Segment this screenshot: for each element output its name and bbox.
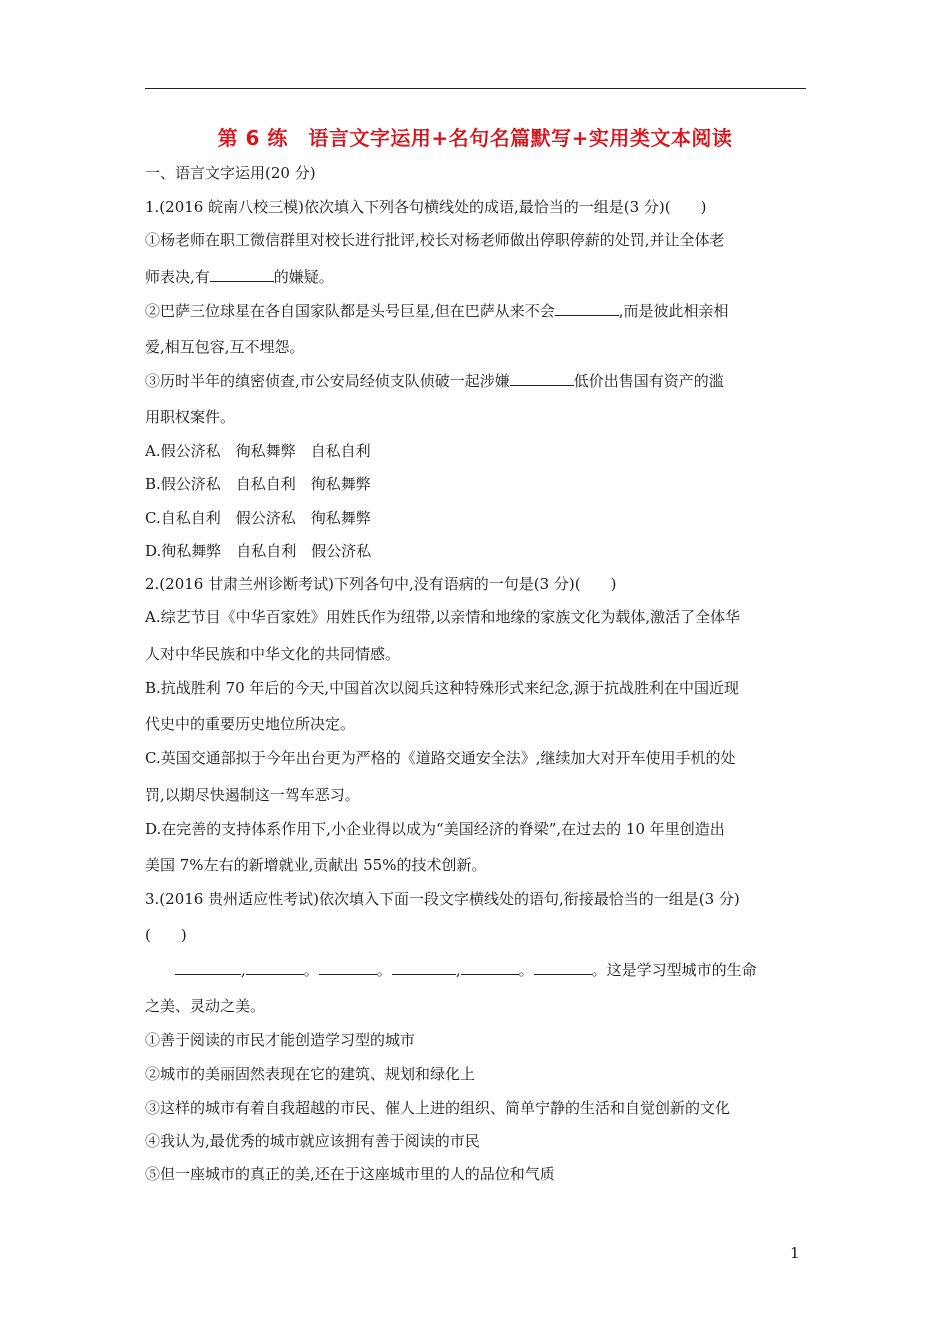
answer-blank [210, 267, 274, 282]
q2-option-c-line2: 罚,以期尽快遏制这一驾车恶习。 [145, 786, 360, 804]
answer-blank [319, 960, 377, 975]
q1-sentence2-line2: 爱,相互包容,互不埋怨。 [145, 338, 305, 356]
q1-sentence3-line1: ③历时半年的缜密侦查,市公安局经侦支队侦破一起涉嫌 低价出售国有资产的滥 [145, 372, 724, 390]
q1-sentence2-line1: ②巴萨三位球星在各自国家队都是头号巨星,但在巴萨从来不会 ,而是彼此相亲相 [145, 302, 729, 320]
q1-option-b: B.假公济私 自私自利 徇私舞弊 [145, 475, 371, 493]
q3-item-4: ④我认为,最优秀的城市就应该拥有善于阅读的市民 [145, 1132, 480, 1150]
q3-blanks-line: , 。 。 , 。 。这是学习型城市的生命 [175, 960, 815, 980]
answer-blank [555, 301, 619, 316]
q1-option-a: A.假公济私 徇私舞弊 自私自利 [145, 442, 371, 460]
q1-sentence3-line2: 用职权案件。 [145, 408, 236, 426]
q1-stem: 1.(2016 皖南八校三模)依次填入下列各句横线处的成语,最恰当的一组是(3 分)( ) [145, 198, 707, 216]
answer-blank [534, 960, 592, 975]
q3-text-line2: 之美、灵动之美。 [145, 997, 266, 1015]
q2-option-b-line2: 代史中的重要历史地位所决定。 [145, 715, 356, 733]
page-number: 1 [790, 1244, 800, 1262]
q2-option-d-line2: 美国 7%左右的新增就业,贡献出 55%的技术创新。 [145, 856, 487, 874]
answer-blank [510, 371, 574, 386]
section-heading: 一、语言文字运用(20 分) [145, 164, 316, 182]
answer-blank [392, 960, 456, 975]
q3-item-5: ⑤但一座城市的真正的美,还在于这座城市里的人的品位和气质 [145, 1165, 555, 1183]
q2-option-d-line1: D.在完善的支持体系作用下,小企业得以成为“美国经济的脊梁”,在过去的 10 年里创造出 [145, 820, 725, 838]
q3-stem-line1: 3.(2016 贵州适应性考试)依次填入下面一段文字横线处的语句,衔接最恰当的一组是(3 分) [145, 890, 740, 908]
q2-option-c-line1: C.英国交通部拟于今年出台更为严格的《道路交通安全法》,继续加大对开车使用手机的处 [145, 749, 736, 767]
q1-option-d: D.徇私舞弊 自私自利 假公济私 [145, 542, 372, 560]
q2-option-b-line1: B.抗战胜利 70 年后的今天,中国首次以阅兵这种特殊形式来纪念,源于抗战胜利在中国近现 [145, 679, 739, 697]
q1-sentence1-line1: ①杨老师在职工微信群里对校长进行批评,校长对杨老师做出停职停薪的处罚,并让全体老 [145, 231, 725, 249]
q3-item-1: ①善于阅读的市民才能创造学习型的城市 [145, 1031, 416, 1049]
answer-blank [246, 960, 304, 975]
answer-blank [175, 960, 241, 975]
q1-option-c: C.自私自利 假公济私 徇私舞弊 [145, 509, 371, 527]
header-rule [145, 88, 806, 89]
q3-item-3: ③这样的城市有着自我超越的市民、催人上进的组织、简单宁静的生活和自觉创新的文化 [145, 1099, 731, 1117]
q3-stem-line2: ( ) [145, 926, 187, 944]
answer-blank [461, 960, 519, 975]
q2-stem: 2.(2016 甘肃兰州诊断考试)下列各句中,没有语病的一句是(3 分)( ) [145, 575, 617, 593]
q2-option-a-line2: 人对中华民族和中华文化的共同情感。 [145, 645, 401, 663]
q1-sentence1-line2: 师表决,有 的嫌疑。 [145, 268, 334, 286]
page-title: 第 6 练 语言文字运用+名句名篇默写+实用类文本阅读 [217, 126, 733, 150]
q2-option-a-line1: A.综艺节目《中华百家姓》用姓氏作为纽带,以亲情和地缘的家族文化为载体,激活了全体华 [145, 608, 741, 626]
q3-item-2: ②城市的美丽固然表现在它的建筑、规划和绿化上 [145, 1065, 476, 1083]
